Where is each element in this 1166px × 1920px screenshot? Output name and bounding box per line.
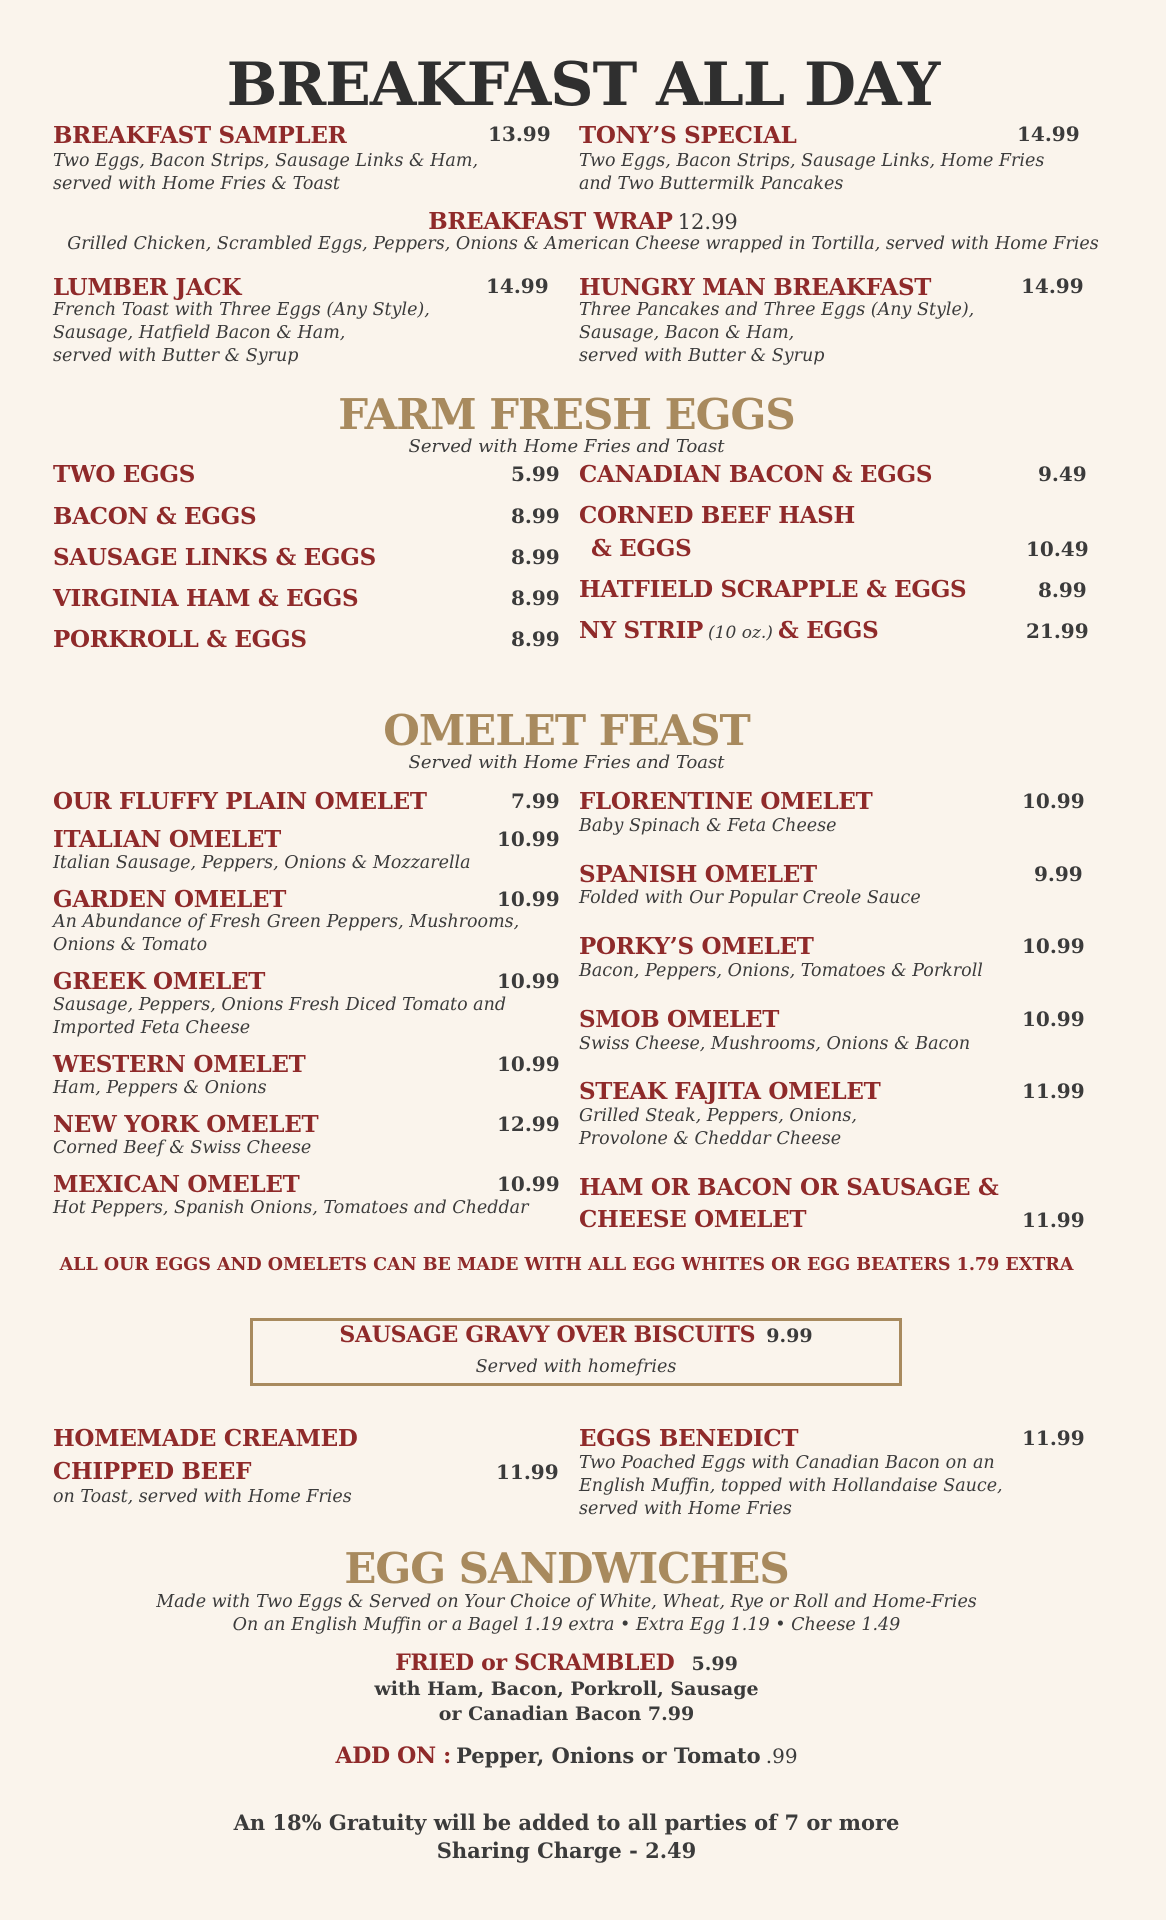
item-desc: Corned Beef & Swiss Cheese: [53, 1138, 312, 1158]
section-title-egg-sandwiches: EGG SANDWICHES: [344, 1544, 789, 1593]
item-price: 8.99: [1038, 578, 1087, 602]
item-name: WESTERN OMELET: [53, 1051, 306, 1078]
egg-whites-note: ALL OUR EGGS AND OMELETS CAN BE MADE WITH ALL EGG WHITES OR EGG BEATERS 1.79 EXTRA: [59, 1255, 1074, 1275]
sandwich-info-line: Made with Two Eggs & Served on Your Choice of White, Wheat, Rye or Roll and Home-Fries: [156, 1592, 977, 1612]
item-desc: Two Poached Eggs with Canadian Bacon on an: [579, 1453, 995, 1473]
item-price: 8.99: [511, 504, 560, 528]
item-name: NEW YORK OMELET: [53, 1111, 319, 1138]
fried-scrambled-heading: [0, 1650, 1133, 1676]
item-desc: Provolone & Cheddar Cheese: [579, 1129, 842, 1149]
sandwich-info-line: On an English Muffin or a Bagel 1.19 extra • Extra Egg 1.19 • Cheese 1.49: [232, 1615, 901, 1635]
item-price: 10.99: [497, 1172, 560, 1196]
sausage-gravy-heading: [250, 1322, 902, 1348]
item-name: GREEK OMELET: [53, 968, 266, 995]
item-name: SPANISH OMELET: [579, 861, 817, 888]
item-desc: Swiss Cheese, Mushrooms, Onions & Bacon: [579, 1034, 971, 1054]
item-price: 14.99: [1021, 274, 1084, 298]
page-title: BREAKFAST ALL DAY: [226, 50, 940, 120]
section-subtitle: Served with Home Fries and Toast: [408, 436, 725, 457]
item-desc: and Two Buttermilk Pancakes: [579, 174, 844, 194]
add-on-label: ADD ON :: [335, 1743, 451, 1769]
item-price: 14.99: [486, 274, 549, 298]
item-name: HUNGRY MAN BREAKFAST: [579, 274, 932, 301]
item-name: FRIED or SCRAMBLED: [395, 1650, 675, 1676]
section-subtitle: Served with Home Fries and Toast: [408, 752, 725, 773]
item-name: STEAK FAJITA OMELET: [579, 1078, 881, 1105]
item-name: BACON & EGGS: [53, 503, 257, 530]
item-price: 9.99: [1034, 862, 1083, 886]
item-name: HOMEMADE CREAMED: [53, 1425, 358, 1452]
item-name: ITALIAN OMELET: [53, 826, 281, 853]
item-desc: Folded with Our Popular Creole Sauce: [579, 888, 921, 908]
item-name: HATFIELD SCRAPPLE & EGGS: [579, 576, 967, 603]
item-name: CHEESE OMELET: [579, 1206, 807, 1233]
item-name: SAUSAGE GRAVY OVER BISCUITS: [339, 1322, 756, 1348]
item-name: & EGGS: [591, 535, 692, 562]
item-name: BREAKFAST WRAP: [428, 208, 673, 235]
item-name: HAM OR BACON OR SAUSAGE &: [579, 1174, 999, 1201]
item-name: PORKY’S OMELET: [579, 933, 814, 960]
item-price: 12.99: [497, 1112, 560, 1136]
item-desc: served with Home Fries & Toast: [53, 174, 340, 194]
item-desc: Imported Feta Cheese: [53, 1018, 251, 1038]
item-size: (10 oz.): [708, 623, 773, 643]
item-price: 8.99: [511, 627, 560, 651]
item-price: 11.99: [1022, 1079, 1085, 1103]
item-price: 10.49: [1026, 537, 1089, 561]
item-desc: on Toast, served with Home Fries: [53, 1487, 352, 1507]
item-name: PORKROLL & EGGS: [53, 626, 307, 653]
item-price: 10.99: [497, 1052, 560, 1076]
ny-strip-heading: [579, 617, 878, 645]
item-name: EGGS BENEDICT: [579, 1425, 799, 1452]
item-price: 7.99: [511, 789, 560, 813]
item-name: TWO EGGS: [53, 461, 196, 488]
item-desc: Bacon, Peppers, Onions, Tomatoes & Porkroll: [579, 961, 983, 981]
item-desc: Ham, Peppers & Onions: [53, 1078, 267, 1098]
item-desc: Sausage, Bacon & Ham,: [579, 323, 795, 343]
item-desc: Grilled Steak, Peppers, Onions,: [579, 1106, 857, 1126]
add-on-items: Pepper, Onions or Tomato: [456, 1743, 761, 1768]
item-price: 12.99: [677, 210, 738, 234]
item-price: 9.49: [1038, 462, 1087, 486]
item-name: BREAKFAST SAMPLER: [53, 122, 347, 149]
item-price: 21.99: [1026, 619, 1089, 643]
item-price: 10.99: [1022, 1007, 1085, 1031]
item-name: VIRGINIA HAM & EGGS: [53, 585, 359, 612]
item-name: SAUSAGE LINKS & EGGS: [53, 544, 376, 571]
add-on-price: .99: [765, 1744, 798, 1768]
item-price: 5.99: [511, 462, 560, 486]
item-name: GARDEN OMELET: [53, 886, 287, 913]
item-price: 8.99: [511, 586, 560, 610]
sandwich-with-line: with Ham, Bacon, Porkroll, Sausage: [374, 1678, 759, 1700]
item-desc: Two Eggs, Bacon Strips, Sausage Links & Ham,: [53, 151, 479, 171]
item-price: 8.99: [511, 545, 560, 569]
item-desc: Sausage, Peppers, Onions Fresh Diced Tomato and: [53, 995, 507, 1015]
gratuity-note: An 18% Gratuity will be added to all parties of 7 or more: [233, 1810, 900, 1835]
item-price: 11.99: [496, 1460, 559, 1484]
item-price: 13.99: [488, 122, 551, 146]
item-price: 10.99: [497, 827, 560, 851]
section-title-farm-fresh: FARM FRESH EGGS: [338, 390, 795, 439]
item-name: CANADIAN BACON & EGGS: [579, 461, 933, 488]
item-name: FLORENTINE OMELET: [579, 788, 873, 815]
item-name: CHIPPED BEEF: [53, 1458, 252, 1485]
item-desc: Italian Sausage, Peppers, Onions & Mozzarella: [53, 853, 471, 873]
item-name: TONY’S SPECIAL: [579, 122, 797, 149]
item-price: 10.99: [497, 887, 560, 911]
sandwich-with-line: or Canadian Bacon 7.99: [438, 1703, 695, 1725]
item-price: 5.99: [691, 1653, 738, 1675]
item-name: CORNED BEEF HASH: [579, 502, 855, 529]
item-desc: Sausage, Hatfield Bacon & Ham,: [53, 323, 346, 343]
item-desc: Hot Peppers, Spanish Onions, Tomatoes and Cheddar: [53, 1198, 529, 1218]
item-desc: An Abundance of Fresh Green Peppers, Mushrooms,: [53, 912, 520, 932]
add-on-line: [0, 1743, 1133, 1769]
section-title-omelet: OMELET FEAST: [383, 706, 750, 755]
item-name: SMOB OMELET: [579, 1006, 780, 1033]
item-desc: Grilled Chicken, Scrambled Eggs, Peppers, Onions & American Cheese wrapped in Tortilla, served with Home Fries: [67, 234, 1099, 254]
item-name: OUR FLUFFY PLAIN OMELET: [53, 788, 427, 815]
item-desc: Three Pancakes and Three Eggs (Any Style),: [579, 300, 975, 320]
item-price: 11.99: [1022, 1208, 1085, 1232]
item-desc: Baby Spinach & Feta Cheese: [579, 816, 837, 836]
item-price: 10.99: [1022, 789, 1085, 813]
item-desc: served with Home Fries: [579, 1499, 792, 1519]
item-price: 14.99: [1017, 122, 1080, 146]
item-desc: Served with homefries: [475, 1357, 677, 1377]
sharing-charge-note: Sharing Charge - 2.49: [436, 1838, 697, 1863]
item-desc: English Muffin, topped with Hollandaise Sauce,: [579, 1476, 1003, 1496]
breakfast-wrap-heading: [0, 208, 1166, 235]
item-price: 9.99: [766, 1325, 813, 1347]
item-name: & EGGS: [778, 617, 879, 644]
item-desc: Onions & Tomato: [53, 935, 208, 955]
item-price: 10.99: [1022, 934, 1085, 958]
item-name: LUMBER JACK: [53, 274, 242, 301]
item-price: 10.99: [497, 969, 560, 993]
item-name: NY STRIP: [579, 617, 703, 644]
item-desc: French Toast with Three Eggs (Any Style),: [53, 300, 430, 320]
item-desc: Two Eggs, Bacon Strips, Sausage Links, Home Fries: [579, 151, 1045, 171]
item-name: MEXICAN OMELET: [53, 1171, 300, 1198]
item-desc: served with Butter & Syrup: [579, 346, 825, 366]
item-price: 11.99: [1022, 1426, 1085, 1450]
item-desc: served with Butter & Syrup: [53, 346, 299, 366]
